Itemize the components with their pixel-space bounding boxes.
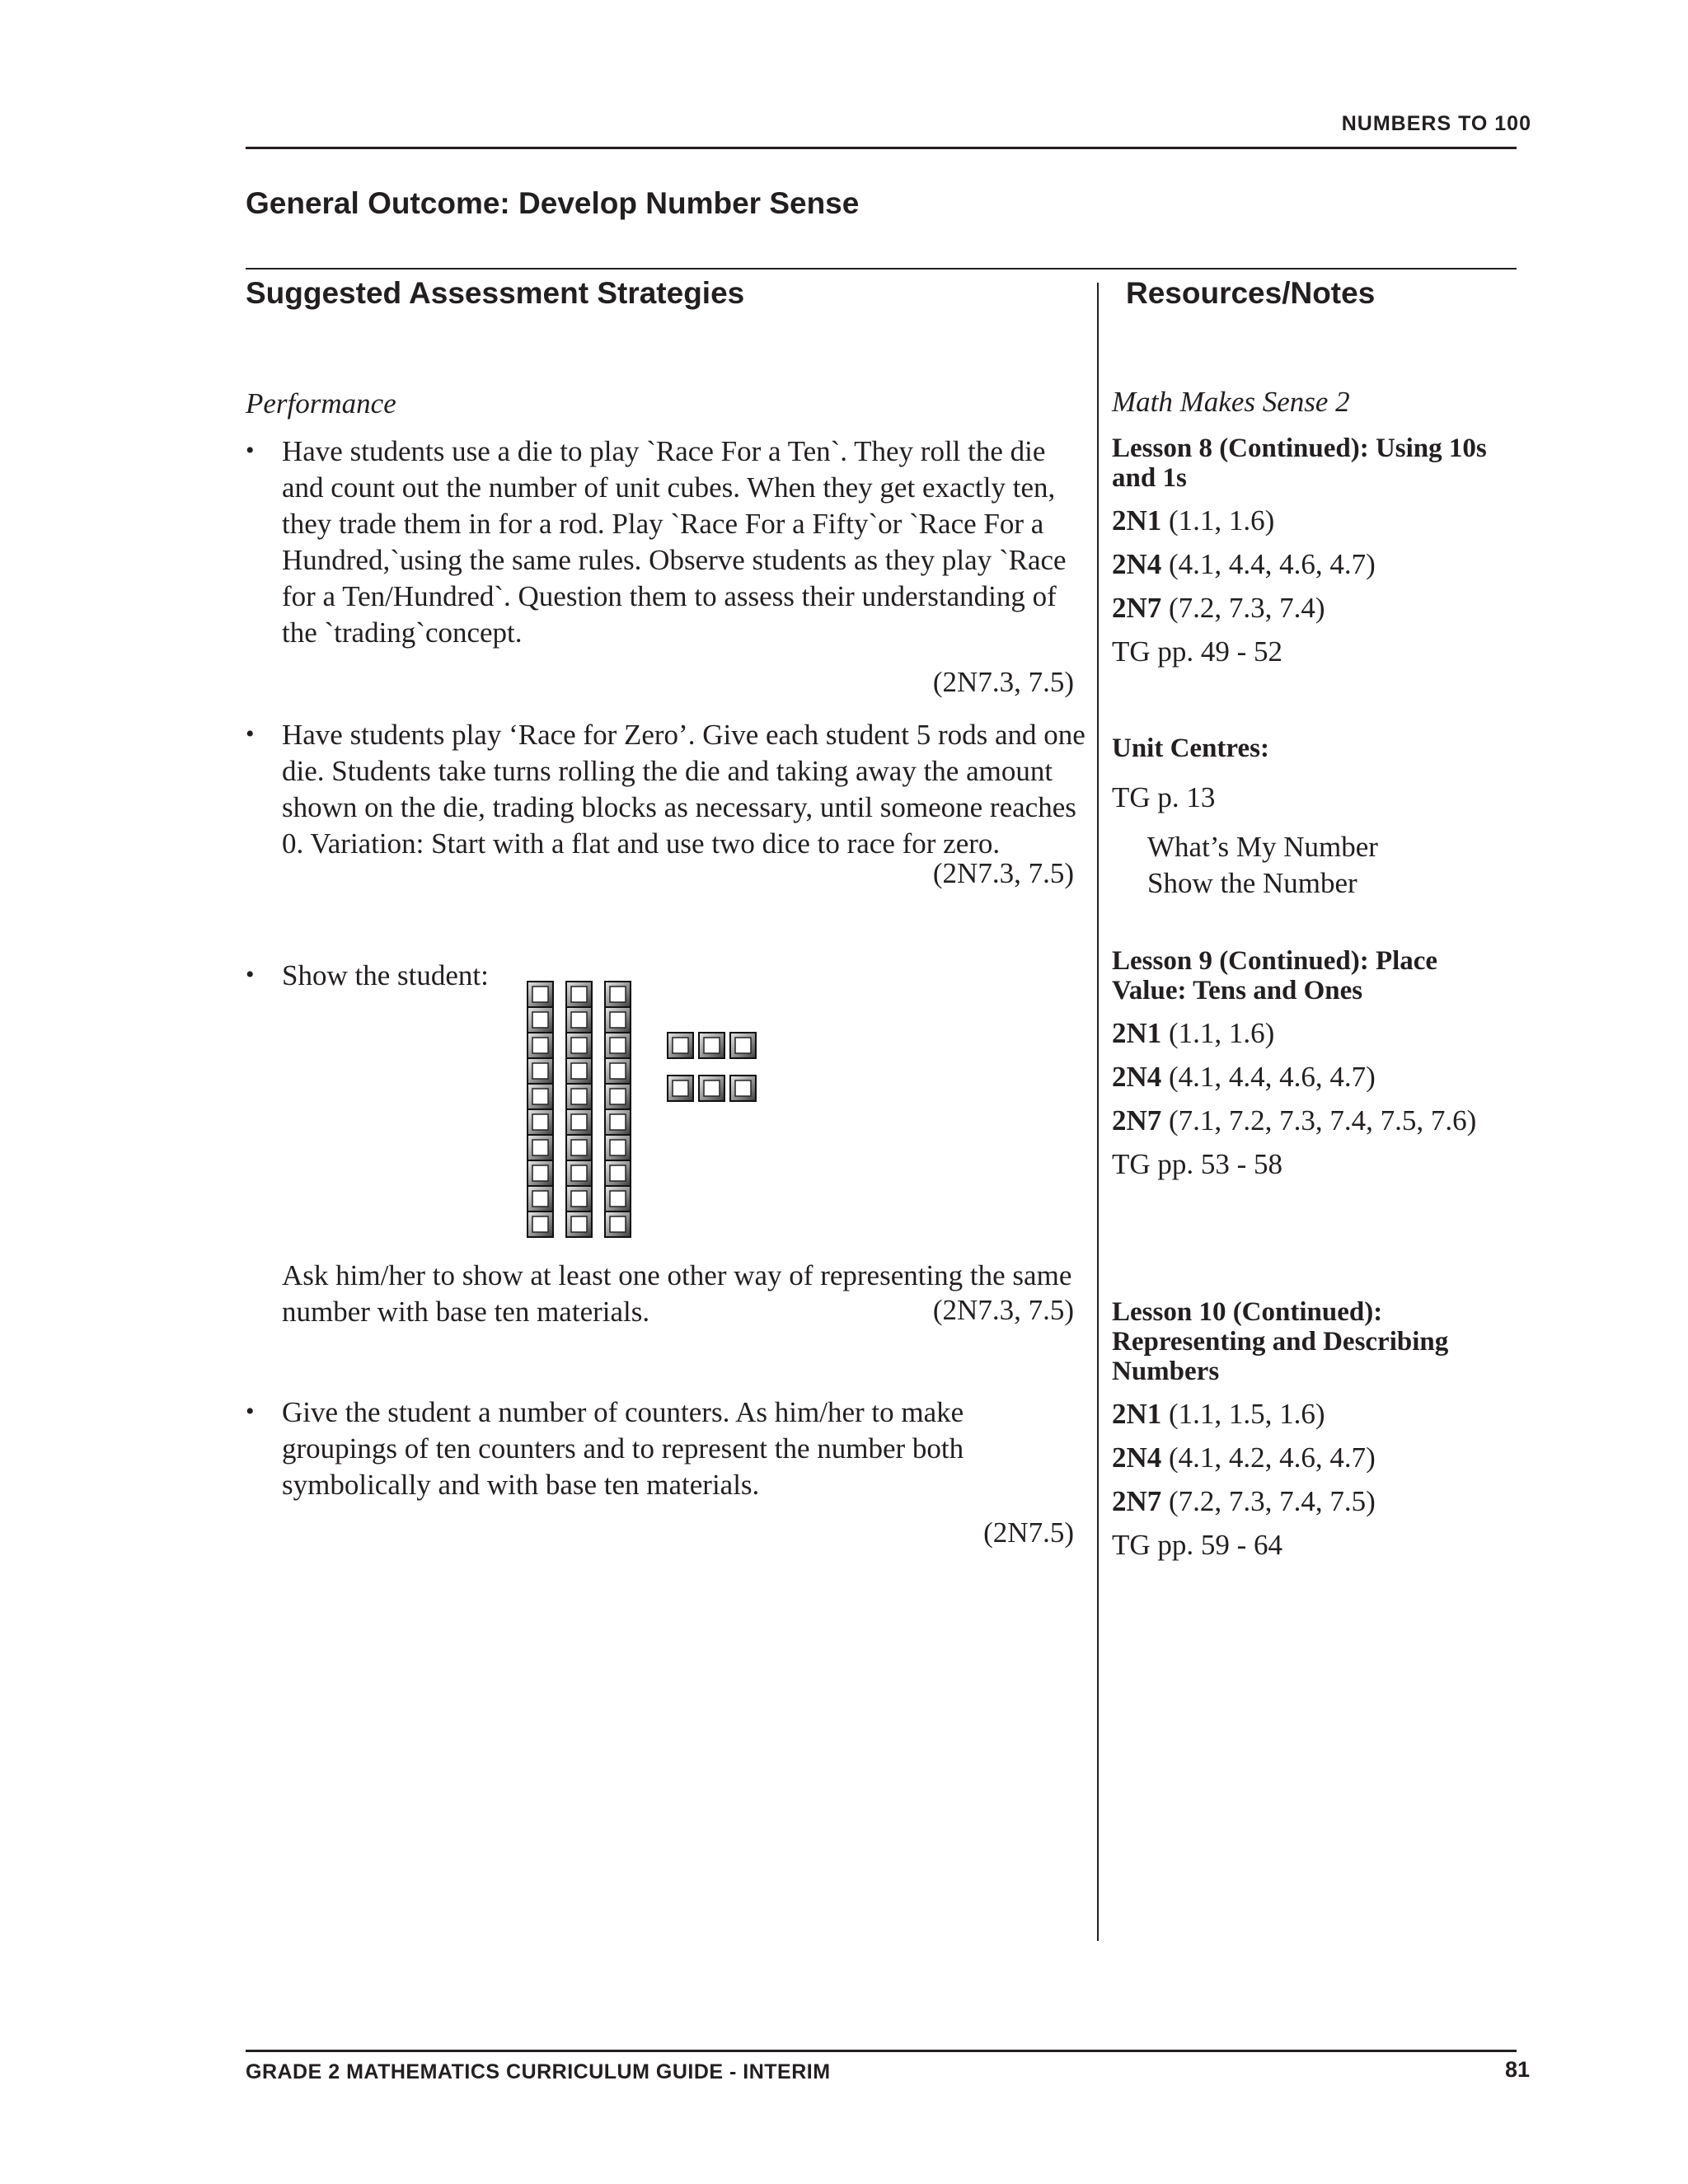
base-ten-blocks-illustration [519, 977, 783, 1257]
unit-cube [730, 1033, 756, 1058]
ten-rod [528, 982, 553, 1237]
lesson10-outcome-2n7: 2N7 (7.2, 7.3, 7.4, 7.5) [1112, 1485, 1376, 1517]
section-rule [246, 268, 1517, 269]
lesson9-outcome-2n4: 2N4 (4.1, 4.4, 4.6, 4.7) [1112, 1061, 1376, 1093]
column-divider [1097, 283, 1099, 1941]
rod-cube [605, 1033, 631, 1058]
lesson8-title: Lesson 8 (Continued): Using 10s [1112, 434, 1487, 463]
rod-cube [566, 1186, 592, 1212]
unit-centres-title: Unit Centres: [1112, 733, 1269, 763]
centre-item: What’s My Number [1147, 831, 1378, 863]
lesson9-outcome-2n7: 2N7 (7.1, 7.2, 7.3, 7.4, 7.5, 7.6) [1112, 1104, 1477, 1137]
rod-cube [566, 1109, 592, 1135]
rod-cube [605, 1160, 631, 1186]
rod-cube [605, 1212, 631, 1237]
item4-line: groupings of ten counters and to represent the number both [282, 1432, 964, 1465]
bullet-1: • [246, 437, 255, 464]
item3-outcome-ref: (2N7.3, 7.5) [932, 1294, 1074, 1326]
lesson10-pages: TG pp. 59 - 64 [1112, 1529, 1283, 1561]
lesson8-outcome-2n4: 2N4 (4.1, 4.4, 4.6, 4.7) [1112, 548, 1376, 580]
lesson10-outcome-2n4: 2N4 (4.1, 4.2, 4.6, 4.7) [1112, 1441, 1376, 1474]
lesson8-outcome-2n1: 2N1 (1.1, 1.6) [1112, 504, 1275, 537]
rod-cube [566, 1135, 592, 1160]
item4-line: symbolically and with base ten materials. [282, 1469, 760, 1501]
rod-cube [528, 1109, 553, 1135]
resource-book-title: Math Makes Sense 2 [1112, 386, 1350, 418]
rod-cube [566, 982, 592, 1007]
header-rule [246, 147, 1517, 149]
unit-cube [668, 1076, 693, 1101]
rod-cube [528, 1160, 553, 1186]
item2-line: shown on the die, trading blocks as necessary, until someone reaches [282, 791, 1076, 823]
rod-cube [605, 1186, 631, 1212]
rod-cube [605, 1109, 631, 1135]
rod-cube [605, 982, 631, 1007]
general-outcome-title: General Outcome: Develop Number Sense [246, 186, 860, 220]
units-group [668, 1033, 756, 1101]
item4-line: Give the student a number of counters. As him/her to make [282, 1396, 964, 1428]
lesson10-title: Representing and Describing [1112, 1327, 1449, 1357]
page-number: 81 [1504, 2057, 1530, 2082]
rod-cube [566, 1007, 592, 1033]
rod-cube [605, 1007, 631, 1033]
rod-cube [566, 1212, 592, 1237]
lesson9-title: Value: Tens and Ones [1112, 976, 1363, 1005]
rod-cube [566, 1058, 592, 1084]
lesson10-title: Lesson 10 (Continued): [1112, 1297, 1383, 1327]
unit-centres-pages: TG p. 13 [1112, 781, 1216, 813]
footer-title: GRADE 2 MATHEMATICS CURRICULUM GUIDE - INTERIM [246, 2060, 831, 2083]
lesson8-pages: TG pp. 49 - 52 [1112, 635, 1283, 668]
lesson10-outcome-2n1: 2N1 (1.1, 1.5, 1.6) [1112, 1398, 1325, 1430]
unit-cube [730, 1076, 756, 1101]
item2-outcome-ref: (2N7.3, 7.5) [932, 857, 1074, 889]
ten-rod [605, 982, 631, 1237]
item2-line: 0. Variation: Start with a flat and use two dice to race for zero. [282, 827, 1001, 860]
lesson10-title: Numbers [1112, 1357, 1220, 1386]
rod-cube [528, 1033, 553, 1058]
unit-cube [699, 1076, 724, 1101]
lesson9-outcome-2n1: 2N1 (1.1, 1.6) [1112, 1017, 1275, 1049]
running-head: NUMBERS TO 100 [1341, 112, 1531, 135]
performance-label: Performance [246, 387, 396, 419]
lesson9-pages: TG pp. 53 - 58 [1112, 1148, 1283, 1180]
rod-cube [605, 1058, 631, 1084]
rod-cube [605, 1084, 631, 1109]
footer-rule [246, 2050, 1517, 2052]
unit-cube [699, 1033, 724, 1058]
item3-line: Ask him/her to show at least one other way of representing the same [282, 1259, 1072, 1291]
bullet-3: • [246, 961, 255, 988]
rod-cube [528, 1212, 553, 1237]
lesson9-title: Lesson 9 (Continued): Place [1112, 946, 1438, 976]
rod-cube [566, 1160, 592, 1186]
rod-cube [566, 1084, 592, 1109]
rods-group [528, 982, 631, 1237]
item1-line: and count out the number of unit cubes. When they get exactly ten, [282, 471, 1056, 504]
ten-rod [566, 982, 592, 1237]
rod-cube [605, 1135, 631, 1160]
centre-item: Show the Number [1147, 867, 1357, 899]
rod-cube [566, 1033, 592, 1058]
lesson8-outcome-2n7: 2N7 (7.2, 7.3, 7.4) [1112, 592, 1325, 624]
item1-outcome-ref: (2N7.3, 7.5) [932, 666, 1074, 698]
resources-column-heading: Resources/Notes [1126, 276, 1376, 310]
rod-cube [528, 1058, 553, 1084]
item1-line: Hundred,`using the same rules. Observe students as they play `Race [282, 544, 1067, 576]
item4-outcome-ref: (2N7.5) [983, 1516, 1074, 1549]
lesson8-title: and 1s [1112, 463, 1187, 493]
item3-line: number with base ten materials. [282, 1296, 650, 1328]
item2-line: Have students play ‘Race for Zero’. Give each student 5 rods and one [282, 719, 1085, 751]
item1-line: for a Ten/Hundred`. Question them to assess their understanding of [282, 580, 1057, 612]
item1-line: the `trading`concept. [282, 616, 523, 649]
rod-cube [528, 982, 553, 1007]
bullet-4: • [246, 1398, 255, 1425]
rod-cube [528, 1084, 553, 1109]
assessment-column-heading: Suggested Assessment Strategies [246, 276, 745, 310]
rod-cube [528, 1135, 553, 1160]
unit-cube [668, 1033, 693, 1058]
item1-line: they trade them in for a rod. Play `Race For a Fifty`or `Race For a [282, 508, 1044, 540]
item1-line: Have students use a die to play `Race For a Ten`. They roll the die [282, 435, 1046, 467]
item3-intro: Show the student: [282, 959, 489, 991]
rod-cube [528, 1186, 553, 1212]
item2-line: die. Students take turns rolling the die and taking away the amount [282, 755, 1053, 787]
bullet-2: • [246, 720, 255, 748]
rod-cube [528, 1007, 553, 1033]
